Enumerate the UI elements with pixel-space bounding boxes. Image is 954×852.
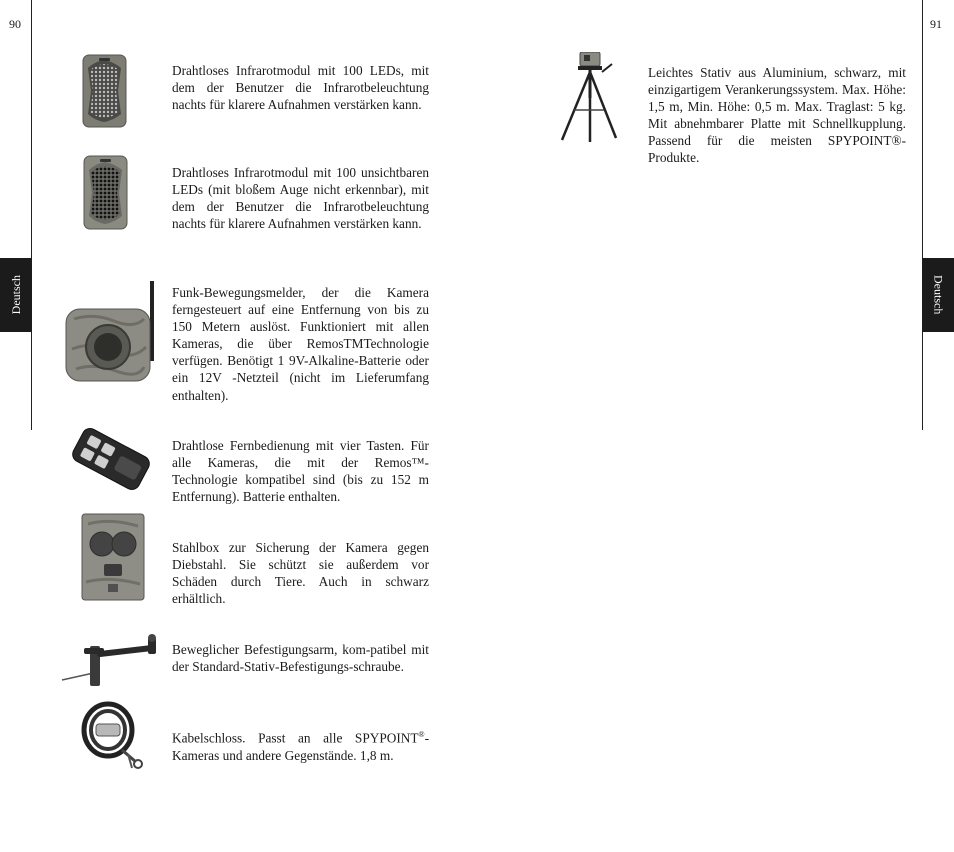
product-description: Drahtlose Fernbedienung mit vier Tasten. Für alle Kameras, die mit der Remos™-Technologie kompatibel sind (bis zu 152 m Entfernung). Batterie enthalten. [172,438,429,505]
infrared-module-invisible-led-icon [83,155,128,230]
steel-box-icon [80,512,146,602]
margin-rule-right [922,0,923,430]
product-description: Stahlbox zur Sicherung der Kamera gegen Diebstahl. Sie schützt sie außerdem vor Schäden durch Tiere. Auch in schwarz erhältlich. [172,540,429,607]
infrared-module-led-icon [82,54,127,128]
product-description: Drahtloses Infrarotmodul mit 100 unsichtbaren LEDs (mit bloßem Auge nicht erkennbar), mit dem der Benutzer die Infrarotbeleuchtung nachts für klarere Aufnahmen verstärken kann. [172,165,429,232]
product-description: Drahtloses Infrarotmodul mit 100 LEDs, mit dem der Benutzer die Infrarotbeleuchtung nachts für klarere Aufnahmen verstärken kann. [172,63,429,113]
tripod-description: Leichtes Stativ aus Aluminium, schwarz, mit einzigartigem Verankerungssystem. Max. Höhe: 1,5 m, Min. Höhe: 0,5 m. Max. Traglast: 5 kg. Mit abnehmbarer Platte mit Schnellkupplung. Passend für die meisten SPYPOINT®-Produkte. [648,65,906,166]
cable-lock-icon [80,698,146,770]
page-number-right: 91 [930,17,942,31]
language-tab-right: Deutsch [922,258,954,332]
product-description: Beweglicher Befestigungsarm, kom-patibel mit der Standard-Stativ-Befestigungs-schraube. [172,642,429,675]
remote-control-icon [70,427,152,491]
language-tab-left: Deutsch [0,258,32,332]
tripod-icon [556,52,620,144]
page-number-left: 90 [9,17,21,31]
motion-detector-icon [64,279,162,383]
margin-rule-left [31,0,32,430]
product-description: Kabelschloss. Passt an alle SPYPOINT®-Kameras und andere Gegenstände. 1,8 m. [172,730,429,763]
product-description: Funk-Bewegungsmelder, der die Kamera ferngesteuert auf eine Entfernung von bis zu 150 Metern auslöst. Funktioniert mit allen Kameras, die über RemosTMTechnologie verfügen. Benötigt 1 9V-Alkaline-Batterie oder ein 12V -Netzteil (nicht im Lieferumfang enthalten). [172,285,429,403]
mounting-arm-icon [60,632,164,688]
